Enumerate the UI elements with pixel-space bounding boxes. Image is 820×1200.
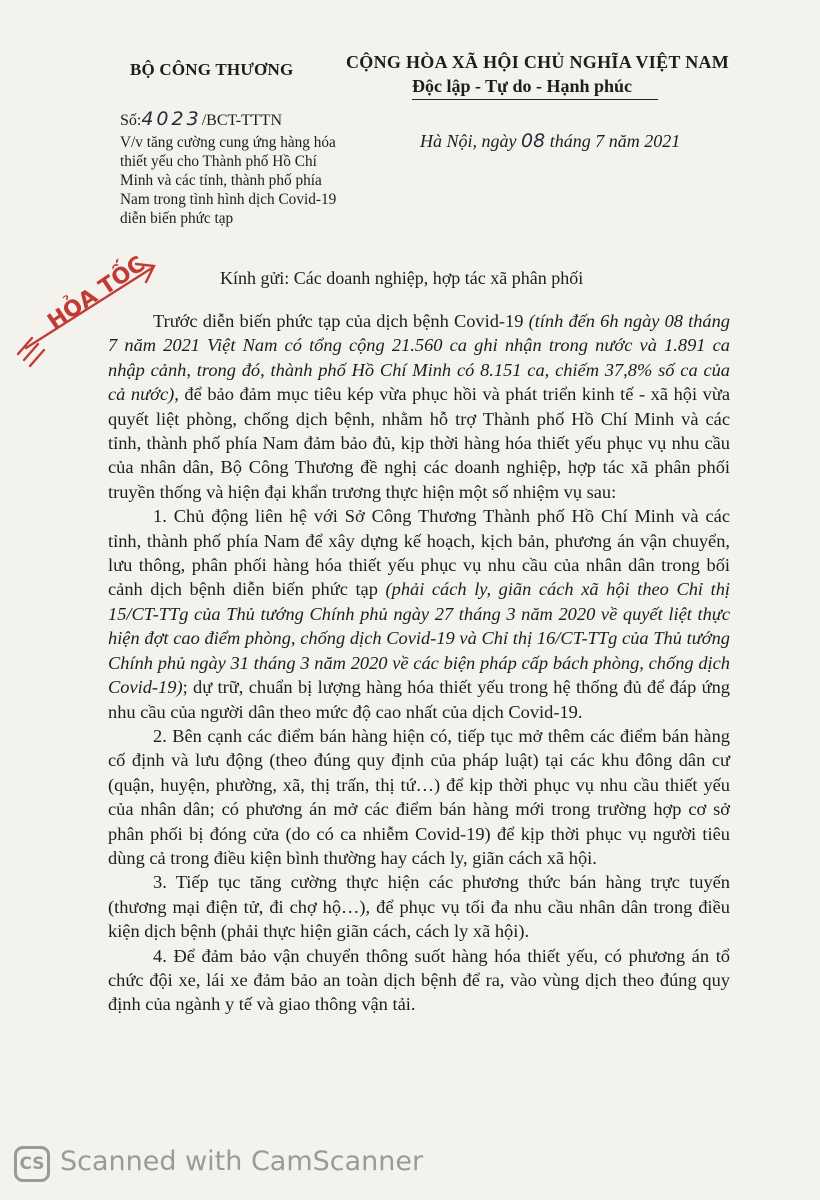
place-date xyxy=(420,130,680,152)
number-prefix: Số: xyxy=(120,112,142,129)
day-handwritten: 08 xyxy=(521,130,546,152)
task-4-paragraph: 4. Để đảm bảo vận chuyển thông suốt hàng hóa thiết yếu, có phương án tổ chức đội xe, lái xe đảm bảo an toàn dịch bệnh để ra, vào vùng dịch theo đúng quy định của ngành y tế và giao thông vận tải. xyxy=(108,945,730,1015)
document-body xyxy=(108,309,730,1017)
place-suffix: tháng 7 năm 2021 xyxy=(545,131,681,151)
task-2-paragraph: 2. Bên cạnh các điểm bán hàng hiện có, tiếp tục mở thêm các điểm bán hàng cố định và lưu động (theo đúng quy định của pháp luật) tại các khu đông dân cư (quận, huyện, phường, xã, thị trấn, thị tứ…) để kịp thời phục vụ nhu cầu thiết yếu của nhân dân; có phương án mở các điểm bán hàng mới trong trường hợp cơ sở phân phối bị đóng cửa (do có ca nhiễm Covid-19) để kịp thời phục vụ người tiêu dùng cả trong điều kiện bình thường hay cách ly, giãn cách xã hội. xyxy=(108,725,730,868)
scanner-watermark: Scanned with CamScanner xyxy=(60,1146,424,1177)
recipient-line: Kính gửi: Các doanh nghiệp, hợp tác xã phân phối xyxy=(220,268,584,288)
document-number xyxy=(120,108,282,130)
intro-paragraph: Trước diễn biến phức tạp của dịch bệnh Covid-19 (tính đến 6h ngày 08 tháng 7 năm 2021 Việt Nam có tổng cộng 21.560 ca ghi nhận trong nước và 1.891 ca nhập cảnh, trong đó, thành phố Hồ Chí Minh có 8.151 ca, chiếm 37,8% số ca của cả nước), để bảo đảm mục tiêu kép vừa phục hồi và phát triển kinh tế - xã hội vừa quyết liệt phòng, chống dịch bệnh, nhằm hỗ trợ Thành phố Hồ Chí Minh và các tỉnh, thành phố phía Nam đảm bảo đủ, kịp thời hàng hóa thiết yếu phục vụ nhu cầu của nhân dân, Bộ Công Thương đề nghị các doanh nghiệp, hợp tác xã phân phối truyền thống và hiện đại khẩn trương thực hiện một số nhiệm vụ sau: xyxy=(108,311,730,502)
task-1-paragraph: 1. Chủ động liên hệ với Sở Công Thương Thành phố Hồ Chí Minh và các tỉnh, thành phố phía Nam để xây dựng kế hoạch, kịch bản, phương án vận chuyển, lưu thông, phân phối hàng hóa thiết yếu phục vụ nhu cầu của nhân dân trong bối cảnh dịch bệnh diễn biến phức tạp (phải cách ly, giãn cách xã hội theo Chỉ thị 15/CT-TTg của Thủ tướng Chính phủ ngày 27 tháng 3 năm 2020 về quyết liệt thực hiện đợt cao điểm phòng, chống dịch Covid-19 và Chỉ thị 16/CT-TTg của Thủ tướng Chính phủ ngày 31 tháng 3 năm 2020 về các biện pháp cấp bách phòng, chống dịch Covid-19); dự trữ, chuẩn bị lượng hàng hóa thiết yếu trong hệ thống đủ để đáp ứng nhu cầu của người dân theo mức độ cao nhất của dịch Covid-19. xyxy=(108,506,731,722)
national-title: CỘNG HÒA XÃ HỘI CHỦ NGHĨA VIỆT NAM xyxy=(346,52,730,72)
place-prefix: Hà Nội, ngày xyxy=(420,131,521,151)
ministry-name: BỘ CÔNG THƯƠNG xyxy=(130,60,294,79)
stamp-text: HỎA TỐC xyxy=(43,251,150,335)
number-handwritten: 4023 xyxy=(141,108,202,130)
motto-underline xyxy=(412,99,658,100)
task-3-paragraph: 3. Tiếp tục tăng cường thực hiện các phương thức bán hàng trực tuyến (thương mại điện tử, đi chợ hộ…), để phục vụ tối đa nhu cầu nhân dân trong điều kiện dịch bệnh (phải thực hiện giãn cách, cách ly xã hội). xyxy=(108,872,730,942)
camscanner-logo-icon: CS xyxy=(14,1146,50,1182)
national-motto: Độc lập - Tự do - Hạnh phúc xyxy=(412,76,633,96)
number-suffix: /BCT-TTTN xyxy=(201,112,282,129)
document-subject: V/v tăng cường cung ứng hàng hóa thiết yếu cho Thành phố Hồ Chí Minh và các tỉnh, thành phố phía Nam trong tình hình dịch Covid-19 diễn biến phức tạp xyxy=(120,134,337,227)
